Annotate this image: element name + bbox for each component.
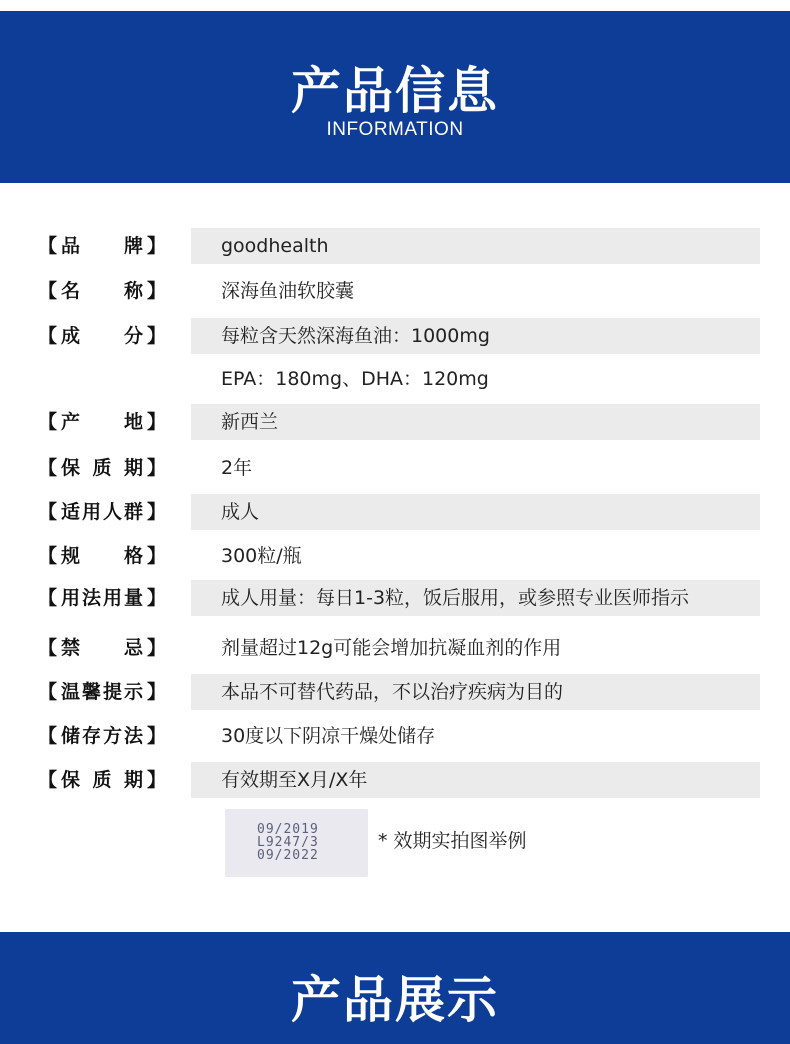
bracket-close: 】 [146, 235, 166, 257]
label-char: 适 [61, 501, 81, 523]
row-value: 300粒/瓶 [221, 545, 302, 567]
row-label-text [57, 674, 147, 710]
row-value: 深海鱼油软胶囊 [221, 280, 355, 302]
row-label-text [57, 580, 147, 616]
label-char: 量 [123, 587, 143, 609]
info-row [0, 580, 790, 616]
label-char: 法 [123, 725, 143, 747]
bracket-close: 】 [146, 681, 166, 703]
header-banner [0, 11, 790, 183]
bracket-close: 】 [146, 725, 166, 747]
label-char: 馨 [82, 681, 102, 703]
row-label-text [57, 404, 147, 440]
section-title: 产品信息 [291, 62, 499, 120]
label-char: 品 [61, 235, 81, 257]
info-row [0, 318, 790, 354]
info-row [0, 228, 790, 264]
row-label-text [57, 450, 147, 486]
row-label [38, 630, 166, 666]
section-title: 产品展示 [291, 971, 499, 1029]
info-row [0, 718, 790, 754]
row-label-text [57, 273, 147, 309]
label-char: 期 [123, 769, 143, 791]
row-label [38, 404, 166, 440]
info-row [0, 538, 790, 574]
label-char: 用 [61, 587, 81, 609]
label-char: 格 [123, 545, 143, 567]
label-char: 牌 [123, 235, 143, 257]
info-row [0, 674, 790, 710]
bracket-close: 】 [146, 587, 166, 609]
label-char: 用 [82, 501, 102, 523]
label-char: 规 [61, 545, 81, 567]
row-label [38, 318, 166, 354]
info-row [0, 630, 790, 666]
label-char: 保 [61, 769, 81, 791]
row-value: EPA：180mg、DHA：120mg [221, 368, 489, 390]
row-label-text [57, 630, 147, 666]
label-char: 储 [61, 725, 81, 747]
row-value: 剂量超过12g可能会增加抗凝血剂的作用 [221, 637, 562, 659]
bracket-open: 【 [38, 457, 58, 479]
label-char: 保 [61, 457, 81, 479]
row-value: 本品不可替代药品，不以治疗疾病为目的 [191, 674, 760, 710]
section-subtitle: INFORMATION [326, 119, 464, 140]
row-label-text [57, 762, 147, 798]
row-label-text [57, 494, 147, 530]
row-label [38, 450, 166, 486]
info-row [0, 361, 790, 397]
info-row [0, 404, 790, 440]
row-value: 新西兰 [191, 404, 760, 440]
row-label-text [57, 228, 147, 264]
row-label [38, 580, 166, 616]
bracket-open: 【 [38, 545, 58, 567]
label-char: 称 [123, 280, 143, 302]
bracket-close: 】 [146, 501, 166, 523]
row-value: 成人 [191, 494, 760, 530]
bracket-open: 【 [38, 681, 58, 703]
label-char: 成 [61, 325, 81, 347]
row-label-text [57, 318, 147, 354]
bracket-open: 【 [38, 411, 58, 433]
label-char: 用 [102, 587, 122, 609]
label-char: 法 [82, 587, 102, 609]
bracket-close: 】 [146, 457, 166, 479]
stamp-caption: * 效期实拍图举例 [378, 830, 527, 852]
bracket-open: 【 [38, 235, 58, 257]
label-char: 温 [61, 681, 81, 703]
bracket-open: 【 [38, 325, 58, 347]
row-value: 2年 [221, 457, 253, 479]
expiry-stamp-photo [225, 809, 368, 877]
row-value: 每粒含天然深海鱼油：1000mg [191, 318, 760, 354]
bracket-open: 【 [38, 769, 58, 791]
bracket-close: 】 [146, 280, 166, 302]
row-label-text [57, 538, 147, 574]
label-char: 群 [123, 501, 143, 523]
label-char: 提 [102, 681, 122, 703]
footer-banner [0, 932, 790, 1044]
bracket-open: 【 [38, 725, 58, 747]
row-label [38, 228, 166, 264]
label-char: 忌 [123, 637, 143, 659]
row-label-text [57, 718, 147, 754]
row-label [38, 494, 166, 530]
bracket-close: 】 [146, 545, 166, 567]
bracket-close: 】 [146, 325, 166, 347]
label-char: 分 [123, 325, 143, 347]
label-char: 质 [92, 769, 112, 791]
bracket-open: 【 [38, 501, 58, 523]
label-char: 地 [123, 411, 143, 433]
stamp-line: 09/2019 [257, 822, 319, 837]
info-row [0, 273, 790, 309]
info-row [0, 762, 790, 798]
label-char: 质 [92, 457, 112, 479]
label-char: 期 [123, 457, 143, 479]
stamp-line: 09/2022 [257, 848, 319, 863]
stamp-text [257, 823, 319, 862]
row-value: 成人用量：每日1-3粒，饭后服用，或参照专业医师指示 [191, 580, 760, 616]
row-label [38, 538, 166, 574]
row-label [38, 762, 166, 798]
bracket-open: 【 [38, 587, 58, 609]
label-char: 示 [123, 681, 143, 703]
label-char: 产 [61, 411, 81, 433]
stamp-line: L9247/3 [257, 835, 319, 850]
label-char: 名 [61, 280, 81, 302]
row-label [38, 674, 166, 710]
label-char: 人 [102, 501, 122, 523]
bracket-close: 】 [146, 411, 166, 433]
row-label [38, 273, 166, 309]
bracket-open: 【 [38, 280, 58, 302]
info-row [0, 450, 790, 486]
row-value: 30度以下阴凉干燥处储存 [221, 725, 436, 747]
row-value: goodhealth [191, 228, 760, 264]
label-char: 存 [82, 725, 102, 747]
bracket-close: 】 [146, 637, 166, 659]
row-value: 有效期至X月/X年 [191, 762, 760, 798]
info-row [0, 494, 790, 530]
bracket-close: 】 [146, 769, 166, 791]
label-char: 禁 [61, 637, 81, 659]
row-label [38, 718, 166, 754]
label-char: 方 [102, 725, 122, 747]
bracket-open: 【 [38, 637, 58, 659]
